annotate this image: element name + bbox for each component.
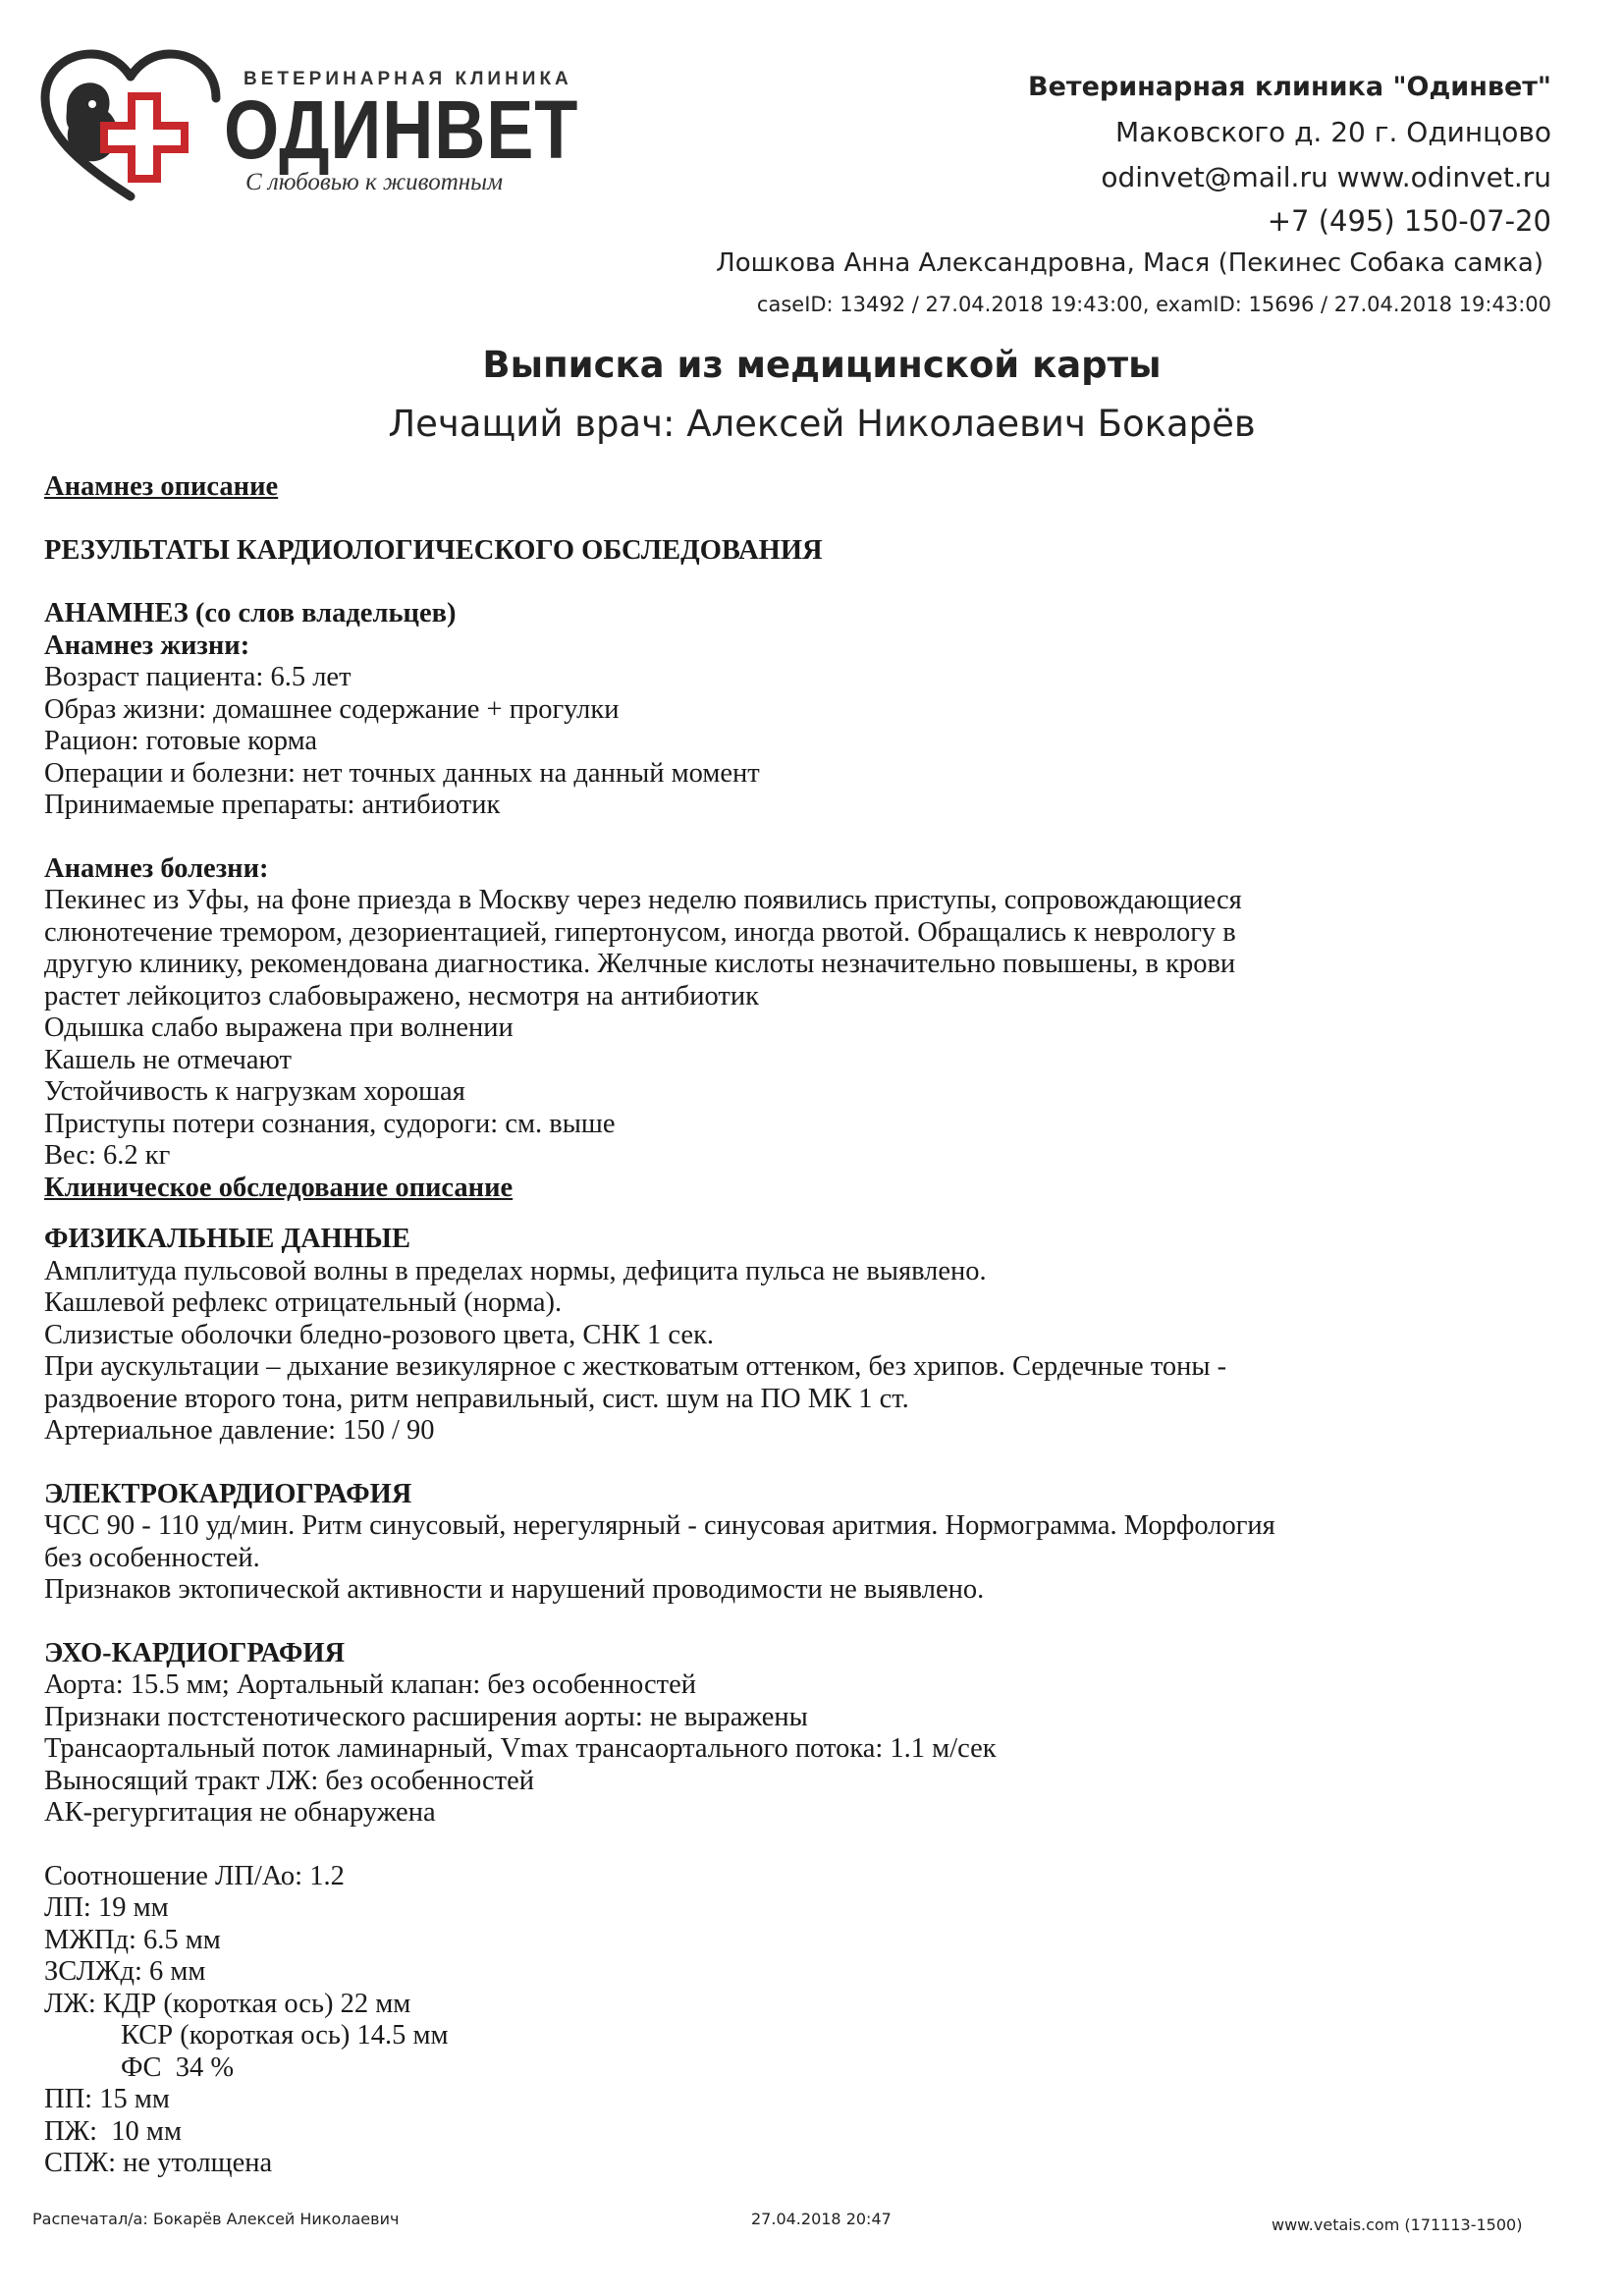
section-clinical: Клиническое обследование описание bbox=[44, 1172, 514, 1203]
logo-clinic-label: ВЕТЕРИНАРНАЯ КЛИНИКА bbox=[244, 69, 572, 89]
measurement-line: ЗСЛЖд: 6 мм bbox=[44, 1956, 206, 1987]
section-anamnesis: Анамнез описание bbox=[44, 471, 279, 502]
physical-line: При аускультации – дыхание везикулярное с жестковатым оттенком, без хрипов. Сердечные тоны - bbox=[44, 1351, 1227, 1382]
logo-brand: ОДИНВЕТ bbox=[224, 83, 579, 176]
record-body bbox=[44, 471, 1576, 2180]
clinic-phone: +7 (495) 150-07-20 bbox=[1267, 204, 1551, 238]
disease-line: Одышка слабо выражена при волнении bbox=[44, 1012, 514, 1043]
disease-line: другую клинику, рекомендована диагностика. Желчные кислоты незначительно повышены, в крови bbox=[44, 949, 1236, 979]
measurement-line: МЖПд: 6.5 мм bbox=[44, 1924, 221, 1955]
physical-line: Кашлевой рефлекс отрицательный (норма). bbox=[44, 1287, 563, 1318]
anamnesis-subheading: АНАМНЕЗ (со слов владельцев) bbox=[44, 598, 457, 629]
life-line: Образ жизни: домашнее содержание + прогулки bbox=[44, 693, 620, 725]
disease-line: Кашель не отмечают bbox=[44, 1044, 292, 1075]
life-line: Возраст пациента: 6.5 лет bbox=[44, 662, 352, 692]
ecg-line: Признаков эктопической активности и нарушений проводимости не выявлено. bbox=[44, 1574, 985, 1605]
ecg-line: ЧСС 90 - 110 уд/мин. Ритм синусовый, нерегулярный - синусовая аритмия. Нормограмма. Морфология bbox=[44, 1510, 1275, 1541]
patient-info: Лошкова Анна Александровна, Мася (Пекинес Собака самка) bbox=[716, 248, 1543, 278]
lv-sub-line: ФС 34 % bbox=[121, 2051, 235, 2083]
results-heading: РЕЗУЛЬТАТЫ КАРДИОЛОГИЧЕСКОГО ОБСЛЕДОВАНИЯ bbox=[44, 534, 823, 566]
physical-line: Слизистые оболочки бледно-розового цвета, СНК 1 сек. bbox=[44, 1319, 715, 1350]
disease-line: Устойчивость к нагрузкам хорошая bbox=[44, 1076, 465, 1107]
physical-line: Амплитуда пульсовой волны в пределах нормы, дефицита пульса не выявлено. bbox=[44, 1255, 987, 1286]
document-title: Выписка из медицинской карты bbox=[482, 344, 1162, 386]
measurement-line: ЛП: 19 мм bbox=[44, 1892, 169, 1923]
ecg-title: ЭЛЕКТРОКАРДИОГРАФИЯ bbox=[44, 1478, 412, 1509]
physical-line: раздвоение второго тона, ритм неправильный, сист. шум на ПО МК 1 ст. bbox=[44, 1383, 909, 1414]
disease-line: Приступы потери сознания, судороги: см. выше bbox=[44, 1108, 616, 1139]
clinic-logo bbox=[37, 49, 587, 206]
disease-line: Вес: 6.2 кг bbox=[44, 1140, 171, 1171]
measurement-line: Соотношение ЛП/Ао: 1.2 bbox=[44, 1860, 345, 1891]
disease-anamnesis-title: Анамнез болезни: bbox=[44, 852, 269, 884]
echo-line: Аорта: 15.5 мм; Аортальный клапан: без особенностей bbox=[44, 1669, 696, 1700]
measurement-line: ПЖ: 10 мм bbox=[44, 2115, 182, 2147]
echo-line: Трансаортальный поток ламинарный, Vmax трансаортального потока: 1.1 м/сек bbox=[44, 1733, 997, 1764]
echo-title: ЭХО-КАРДИОГРАФИЯ bbox=[44, 1637, 346, 1668]
clinic-address: Маковского д. 20 г. Одинцово bbox=[1115, 116, 1551, 148]
printed-by: Распечатал/а: Бокарёв Алексей Николаевич bbox=[32, 2210, 400, 2228]
lv-sub-line: КСР (короткая ось) 14.5 мм bbox=[121, 2020, 449, 2050]
physical-line: Артериальное давление: 150 / 90 bbox=[44, 1415, 435, 1446]
life-line: Принимаемые препараты: антибиотик bbox=[44, 790, 501, 820]
life-line: Операции и болезни: нет точных данных на данный момент bbox=[44, 757, 760, 789]
measurement-line: СПЖ: не утолщена bbox=[44, 2148, 273, 2178]
attending-doctor: Лечащий врач: Алексей Николаевич Бокарёв bbox=[388, 403, 1256, 445]
echo-line: Признаки постстенотического расширения аорты: не выражены bbox=[44, 1701, 808, 1732]
disease-line: слюнотечение тремором, дезориентацией, гипертонусом, иногда рвотой. Обращались к неврологу в bbox=[44, 916, 1236, 948]
case-exam-ids: caseID: 13492 / 27.04.2018 19:43:00, examID: 15696 / 27.04.2018 19:43:00 bbox=[756, 293, 1551, 316]
ecg-line: без особенностей. bbox=[44, 1542, 260, 1573]
echo-line: АК-регургитация не обнаружена bbox=[44, 1797, 436, 1828]
software-credit: www.vetais.com (171113-1500) bbox=[1272, 2215, 1523, 2234]
disease-line: растет лейкоцитоз слабовыражено, несмотря на антибиотик bbox=[44, 980, 759, 1011]
logo-slogan: С любовью к животным bbox=[245, 169, 504, 195]
clinic-contacts: odinvet@mail.ru www.odinvet.ru bbox=[1101, 161, 1551, 193]
clinic-name: Ветеринарная клиника "Одинвет" bbox=[1028, 72, 1551, 102]
echo-line: Выносящий тракт ЛЖ: без особенностей bbox=[44, 1765, 534, 1796]
printed-at: 27.04.2018 20:47 bbox=[751, 2210, 892, 2228]
disease-line: Пекинес из Уфы, на фоне приезда в Москву через неделю появились приступы, сопровождающиеся bbox=[44, 885, 1242, 915]
life-line: Рацион: готовые корма bbox=[44, 726, 318, 756]
life-anamnesis-title: Анамнез жизни: bbox=[44, 629, 250, 661]
heart-paw-cross-icon bbox=[37, 49, 234, 206]
measurement-line: ПП: 15 мм bbox=[44, 2084, 170, 2114]
physical-title: ФИЗИКАЛЬНЫЕ ДАННЫЕ bbox=[44, 1224, 410, 1254]
measurement-line: ЛЖ: КДР (короткая ось) 22 мм bbox=[44, 1988, 411, 2019]
